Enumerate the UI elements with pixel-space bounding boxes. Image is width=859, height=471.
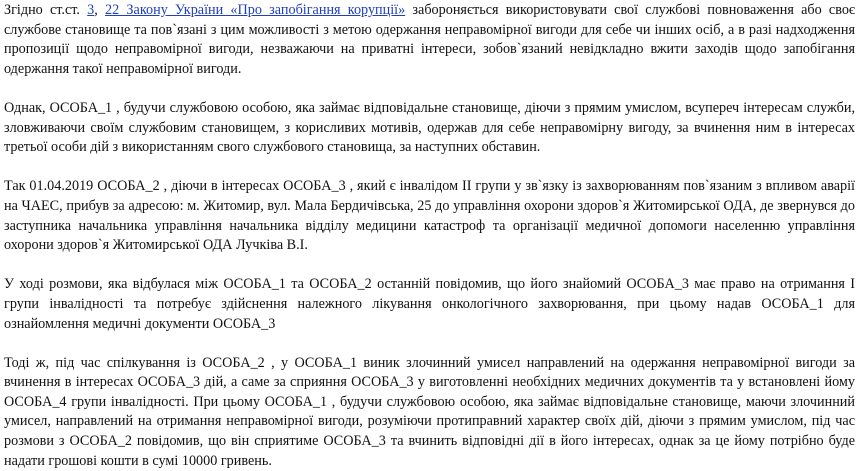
text-segment: Згідно ст.ст. xyxy=(4,2,88,18)
text-segment: У ході розмови, яка відбулася між ОСОБА_1 та ОСОБА_2 останній повідомив, що його знайомий ОСОБА_3 має право на отримання І групи інвалідності та потребує здійснення належного лікування онкологічного захворювання, при цьому надав ОСОБА_1 для ознайомлення медичні документи ОСОБА_3 xyxy=(4,276,855,332)
text-segment: Так 01.04.2019 ОСОБА_2 , діючи в інтересах ОСОБА_3 , який є інвалідом ІІ групи у зв`язку із захворюванням пов`язаним з впливом аварії на ЧАЕС, прибув за адресою: м. Житомир, вул. Мала Бердичівська, 25 до управління охорони здоров`я Житомирської ОДА, де звернувся до заступника начальника управління начальника відділу медицини катастроф та організації медичної допомоги населенню управління охорони здоров`я Житомирської ОДА Лучківа В.І. xyxy=(4,178,855,254)
paragraph-4 xyxy=(4,275,855,334)
paragraph-2 xyxy=(4,99,855,158)
paragraph-5 xyxy=(4,354,855,471)
anti-corruption-law-link[interactable]: 22 Закону України «Про запобігання корупції» xyxy=(105,2,406,18)
paragraph-3 xyxy=(4,177,855,255)
text-segment: , xyxy=(94,2,106,18)
text-segment: забороняється використовувати свої службові повноваження або своє службове становище та пов`язані з цим можливості з метою одержання неправомірної вигоди для себе чи інших осіб, а в разі надходження пропозиції щодо неправомірної вигоди, незважаючи на приватні інтереси, зобов`язаний невідкладно вжити заходів щодо запобігання одержання такої неправомірної вигоди. xyxy=(4,2,855,77)
text-segment: Тоді ж, під час спілкування із ОСОБА_2 , у ОСОБА_1 виник злочинний умисел направлений на одержання неправомірної вигоди за вчинення в інтересах ОСОБА_3 дій, а саме за сприяння ОСОБА_3 у виготовленні необхідних медичних документів та у встановлені йому ОСОБА_4 групи інвалідності. При цьому ОСОБА_1 , будучи службовою особою, яка займає відповідальне становище, маючи злочинний умисел, направлений на отримання неправомірної вигоди, розуміючи протиправний характер своїх дій, діючи з прямим умислом, під час розмови з ОСОБА_2 повідомив, що він сприятиме ОСОБА_3 та вчинить відповідні дії в його інтересах, однак за це йому потрібно буде надати грошові кошти в сумі 10000 гривень. xyxy=(4,354,855,469)
text-segment: Однак, ОСОБА_1 , будучи службовою особою, яка займає відповідальне становище, діючи з прямим умислом, всупереч інтересам служби, зловживаючи своїм службовим становищем, з корисливих мотивів, одержав для себе неправомірну вигоду, за вчинення ним в інтересах третьої особи дій з використанням свого службового становища, за наступних обставин. xyxy=(4,99,855,156)
article-3-link[interactable]: 3 xyxy=(87,2,95,18)
paragraph-1 xyxy=(4,1,855,79)
